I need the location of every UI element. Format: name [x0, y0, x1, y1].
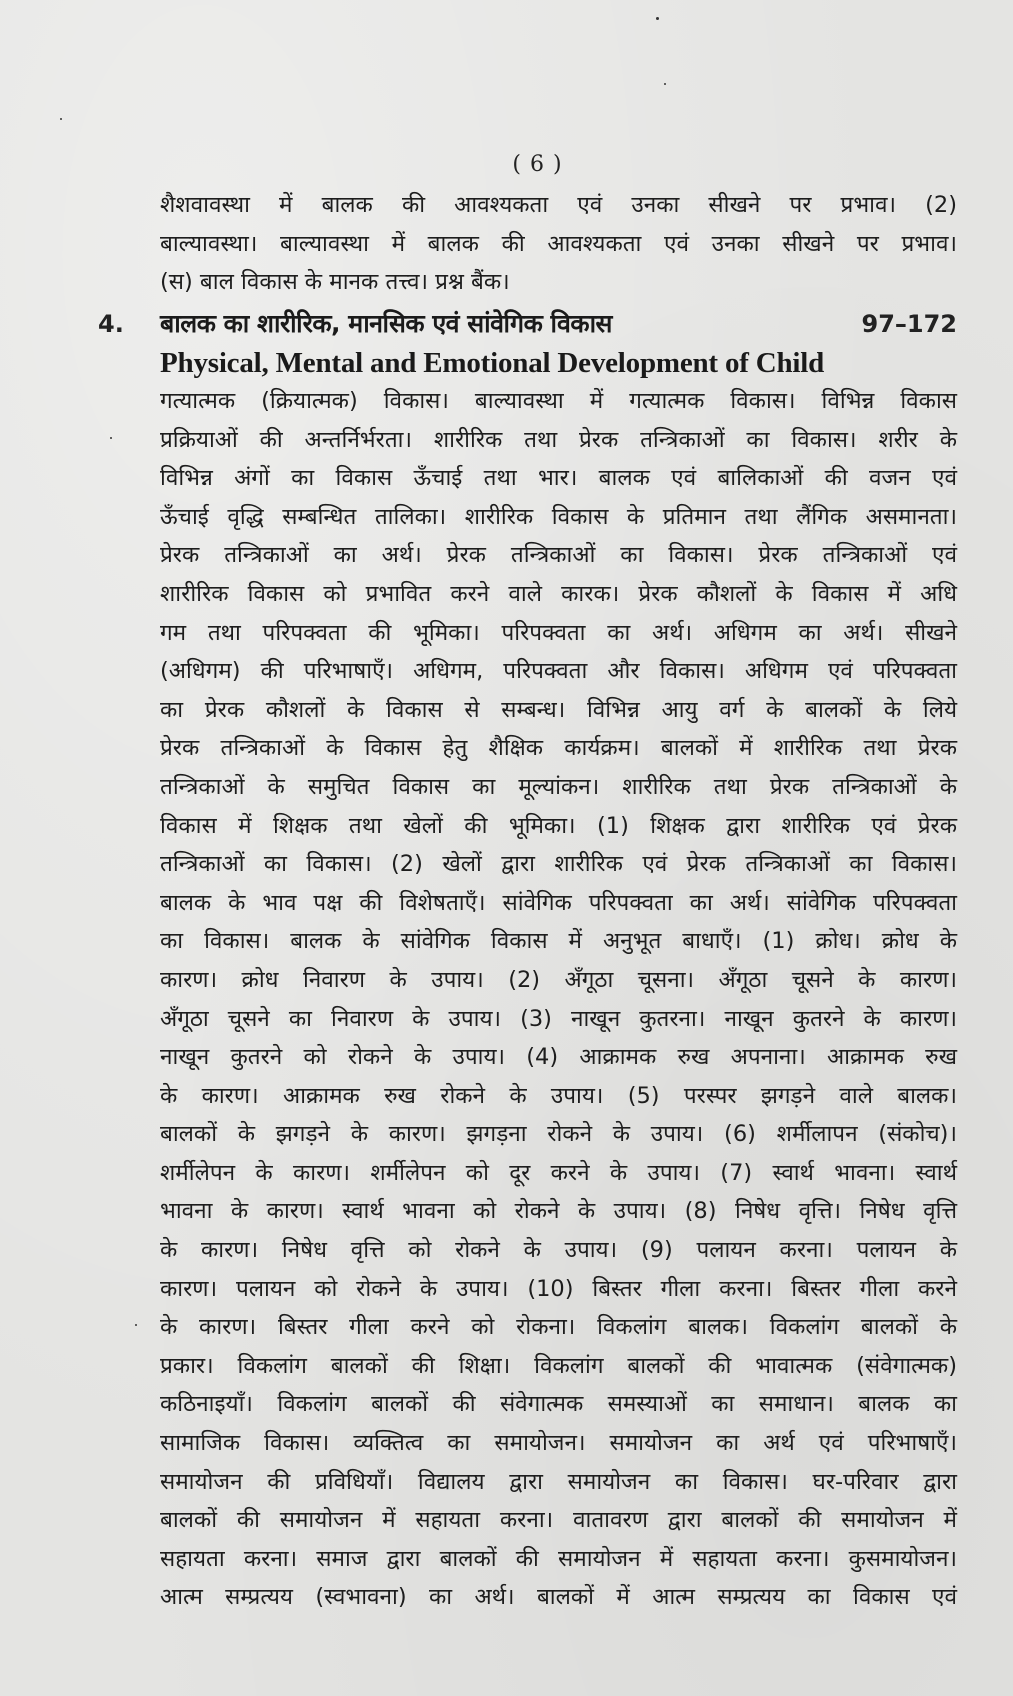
text-line: सहायता करना। समाज द्वारा बालकों की समायोजन में सहायता करना। कुसमायोजन।	[160, 1545, 957, 1572]
paper-speck	[135, 1324, 137, 1326]
text-line: नाखून कुतरने को रोकने के उपाय। (4) आक्रामक रुख अपनाना। आक्रामक रुख	[160, 1044, 957, 1071]
text-line: विकास में शिक्षक तथा खेलों की भूमिका। (1) शिक्षक द्वारा शारीरिक एवं प्रेरक	[160, 812, 957, 839]
text-line: के कारण। निषेध वृत्ति को रोकने के उपाय। (9) पलायन करना। पलायन के	[160, 1237, 957, 1264]
chapter-contents-paragraph	[160, 382, 957, 1617]
text-line: बालकों की समायोजन में सहायता करना। वातावरण द्वारा बालकों की समायोजन में	[160, 1507, 957, 1534]
text-line: विभिन्न अंगों का विकास ऊँचाई तथा भार। बालक एवं बालिकाओं की वजन एवं	[160, 465, 957, 492]
text-line: शर्मीलेपन के कारण। शर्मीलेपन को दूर करने के उपाय। (7) स्वार्थ भावना। स्वार्थ	[160, 1159, 957, 1186]
text-line: कठिनाइयाँ। विकलांग बालकों की संवेगात्मक समस्याओं का समाधान। बालक का	[160, 1391, 957, 1418]
text-line: शैशवावस्था में बालक की आवश्यकता एवं उनका सीखने पर प्रभाव। (2)	[160, 192, 957, 218]
text-line: बाल्यावस्था। बाल्यावस्था में बालक की आवश्यकता एवं उनका सीखने पर प्रभाव।	[160, 230, 957, 257]
paper-speck	[656, 17, 659, 20]
text-line: के कारण। आक्रामक रुख रोकने के उपाय। (5) परस्पर झगड़ने वाले बालक।	[160, 1082, 957, 1109]
text-line: गत्यात्मक (क्रियात्मक) विकास। बाल्यावस्था में गत्यात्मक विकास। विभिन्न विकास	[160, 388, 957, 414]
text-line: तन्त्रिकाओं का विकास। (2) खेलों द्वारा शारीरिक एवं प्रेरक तन्त्रिकाओं का विकास।	[160, 851, 957, 878]
chapter-title-hindi: बालक का शारीरिक, मानसिक एवं सांवेगिक विकास	[160, 309, 612, 338]
text-line: भावना के कारण। स्वार्थ भावना को रोकने के उपाय। (8) निषेध वृत्ति। निषेध वृत्ति	[160, 1198, 957, 1225]
text-line: गम तथा परिपक्वता की भूमिका। परिपक्वता का अर्थ। अधिगम का अर्थ। सीखने	[160, 619, 957, 646]
intro-paragraph	[160, 186, 957, 302]
chapter-heading	[98, 304, 957, 344]
text-line: अँगूठा चूसने का निवारण के उपाय। (3) नाखून कुतरना। नाखून कुतरने के कारण।	[160, 1005, 957, 1032]
text-line: शारीरिक विकास को प्रभावित करने वाले कारक। प्रेरक कौशलों के विकास में अधि	[160, 580, 957, 607]
text-line: ऊँचाई वृद्धि सम्बन्धित तालिका। शारीरिक विकास के प्रतिमान तथा लैंगिक असमानता।	[160, 503, 957, 530]
text-line: प्रक्रियाओं की अन्तर्निर्भरता। शारीरिक तथा प्रेरक तन्त्रिकाओं का विकास। शरीर के	[160, 426, 957, 453]
text-line: के कारण। बिस्तर गीला करने को रोकना। विकलांग बालक। विकलांग बालकों के	[160, 1314, 957, 1341]
page-number: ( 6 )	[512, 152, 563, 177]
text-line: बालकों के झगड़ने के कारण। झगड़ना रोकने के उपाय। (6) शर्मीलापन (संकोच)।	[160, 1121, 957, 1148]
text-line: प्रेरक तन्त्रिकाओं का अर्थ। प्रेरक तन्त्रिकाओं का विकास। प्रेरक तन्त्रिकाओं एवं	[160, 542, 957, 569]
text-line: (स) बाल विकास के मानक तत्त्व। प्रश्न बैंक।	[160, 269, 510, 296]
text-line: का विकास। बालक के सांवेगिक विकास में अनुभूत बाधाएँ। (1) क्रोध। क्रोध के	[160, 928, 957, 955]
chapter-number: 4.	[98, 310, 124, 338]
text-line: कारण। क्रोध निवारण के उपाय। (2) अँगूठा चूसना। अँगूठा चूसने के कारण।	[160, 966, 957, 993]
text-line: (अधिगम) की परिभाषाएँ। अधिगम, परिपक्वता और विकास। अधिगम एवं परिपक्वता	[160, 658, 957, 685]
text-line: तन्त्रिकाओं के समुचित विकास का मूल्यांकन। शारीरिक तथा प्रेरक तन्त्रिकाओं के	[160, 773, 957, 800]
text-line: कारण। पलायन को रोकने के उपाय। (10) बिस्तर गीला करना। बिस्तर गीला करने	[160, 1275, 957, 1302]
paper-speck	[60, 118, 62, 120]
text-line: का प्रेरक कौशलों के विकास से सम्बन्ध। विभिन्न आयु वर्ग के बालकों के लिये	[160, 696, 957, 723]
text-line: सामाजिक विकास। व्यक्तित्व का समायोजन। समायोजन का अर्थ एवं परिभाषाएँ।	[160, 1430, 957, 1457]
paper-speck	[664, 83, 666, 85]
text-line: प्रकार। विकलांग बालकों की शिक्षा। विकलांग बालकों की भावात्मक (संवेगात्मक)	[160, 1352, 957, 1379]
text-line: समायोजन की प्रविधियाँ। विद्यालय द्वारा समायोजन का विकास। घर-परिवार द्वारा	[160, 1468, 957, 1495]
paper-speck	[110, 437, 112, 439]
chapter-title-english: Physical, Mental and Emotional Development of Child	[160, 347, 825, 379]
chapter-page-range: 97–172	[861, 310, 957, 338]
text-line: आत्म सम्प्रत्यय (स्वभावना) का अर्थ। बालकों में आत्म सम्प्रत्यय का विकास एवं	[160, 1584, 957, 1611]
text-line: प्रेरक तन्त्रिकाओं के विकास हेतु शैक्षिक कार्यक्रम। बालकों में शारीरिक तथा प्रेरक	[160, 735, 957, 762]
text-line: बालक के भाव पक्ष की विशेषताएँ। सांवेगिक परिपक्वता का अर्थ। सांवेगिक परिपक्वता	[160, 889, 957, 916]
